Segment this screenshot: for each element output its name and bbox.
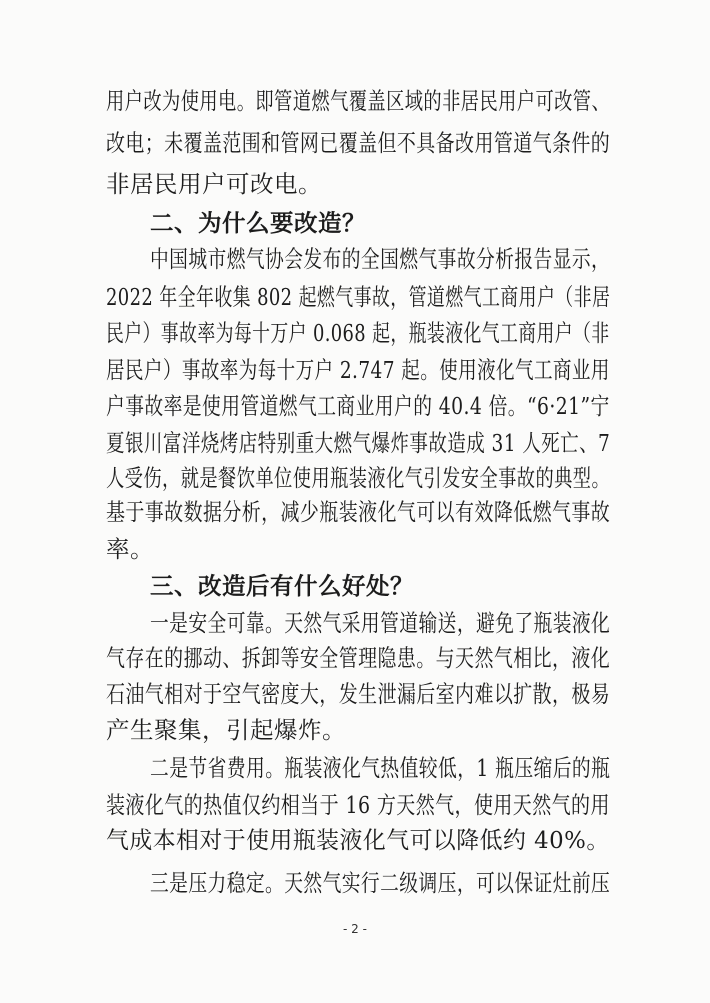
body-text-line: 产生聚集，引起爆炸。	[106, 716, 346, 744]
body-text-line: 民户）事故率为每十万户 0.068 起，瓶装液化气工商用户（非	[106, 319, 610, 347]
body-text-line: 一是安全可靠。天然气采用管道输送，避免了瓶装液化	[150, 609, 611, 637]
body-text-line: 户事故率是使用管道燃气工商业用户的 40.4 倍。“6·21”宁	[106, 392, 610, 420]
body-text-line: 人受伤，就是餐饮单位使用瓶装液化气引发安全事故的典型。	[106, 464, 611, 492]
body-text-line: 三是压力稳定。天然气实行二级调压，可以保证灶前压	[150, 869, 611, 897]
body-text-line: 石油气相对于空气密度大，发生泄漏后室内难以扩散，极易	[106, 680, 611, 708]
body-text-line: 中国城市燃气协会发布的全国燃气事故分析报告显示，	[150, 245, 611, 273]
body-text-line: 用户改为使用电。即管道燃气覆盖区域的非居民用户可改管、	[106, 87, 611, 115]
body-text-line: 改电；未覆盖范围和管网已覆盖但不具备改用管道气条件的	[106, 129, 611, 157]
body-text-line: 率。	[106, 535, 154, 563]
body-text-line: 气成本相对于使用瓶装液化气可以降低约 40%。	[106, 826, 610, 854]
body-text-line: 二是节省费用。瓶装液化气热值较低，1 瓶压缩后的瓶	[150, 754, 611, 782]
body-text-line: 气存在的挪动、拆卸等安全管理隐患。与天然气相比，液化	[106, 644, 611, 672]
page-number: - 2 -	[343, 922, 367, 936]
body-text-line: 2022 年全年收集 802 起燃气事故，管道燃气工商用户（非居	[106, 283, 611, 311]
body-text-line: 居民户）事故率为每十万户 2.747 起。使用液化气工商业用	[106, 356, 610, 384]
body-text-line: 非居民用户可改电。	[106, 170, 322, 198]
section-heading: 二、为什么要改造？	[150, 209, 366, 237]
body-text-line: 基于事故数据分析，减少瓶装液化气可以有效降低燃气事故	[106, 498, 611, 526]
body-text-line: 夏银川富洋烧烤店特别重大燃气爆炸事故造成 31 人死亡、7	[106, 429, 611, 457]
body-text-line: 装液化气的热值仅约相当于 16 方天然气，使用天然气的用	[106, 791, 610, 819]
section-heading: 三、改造后有什么好处？	[150, 572, 414, 600]
